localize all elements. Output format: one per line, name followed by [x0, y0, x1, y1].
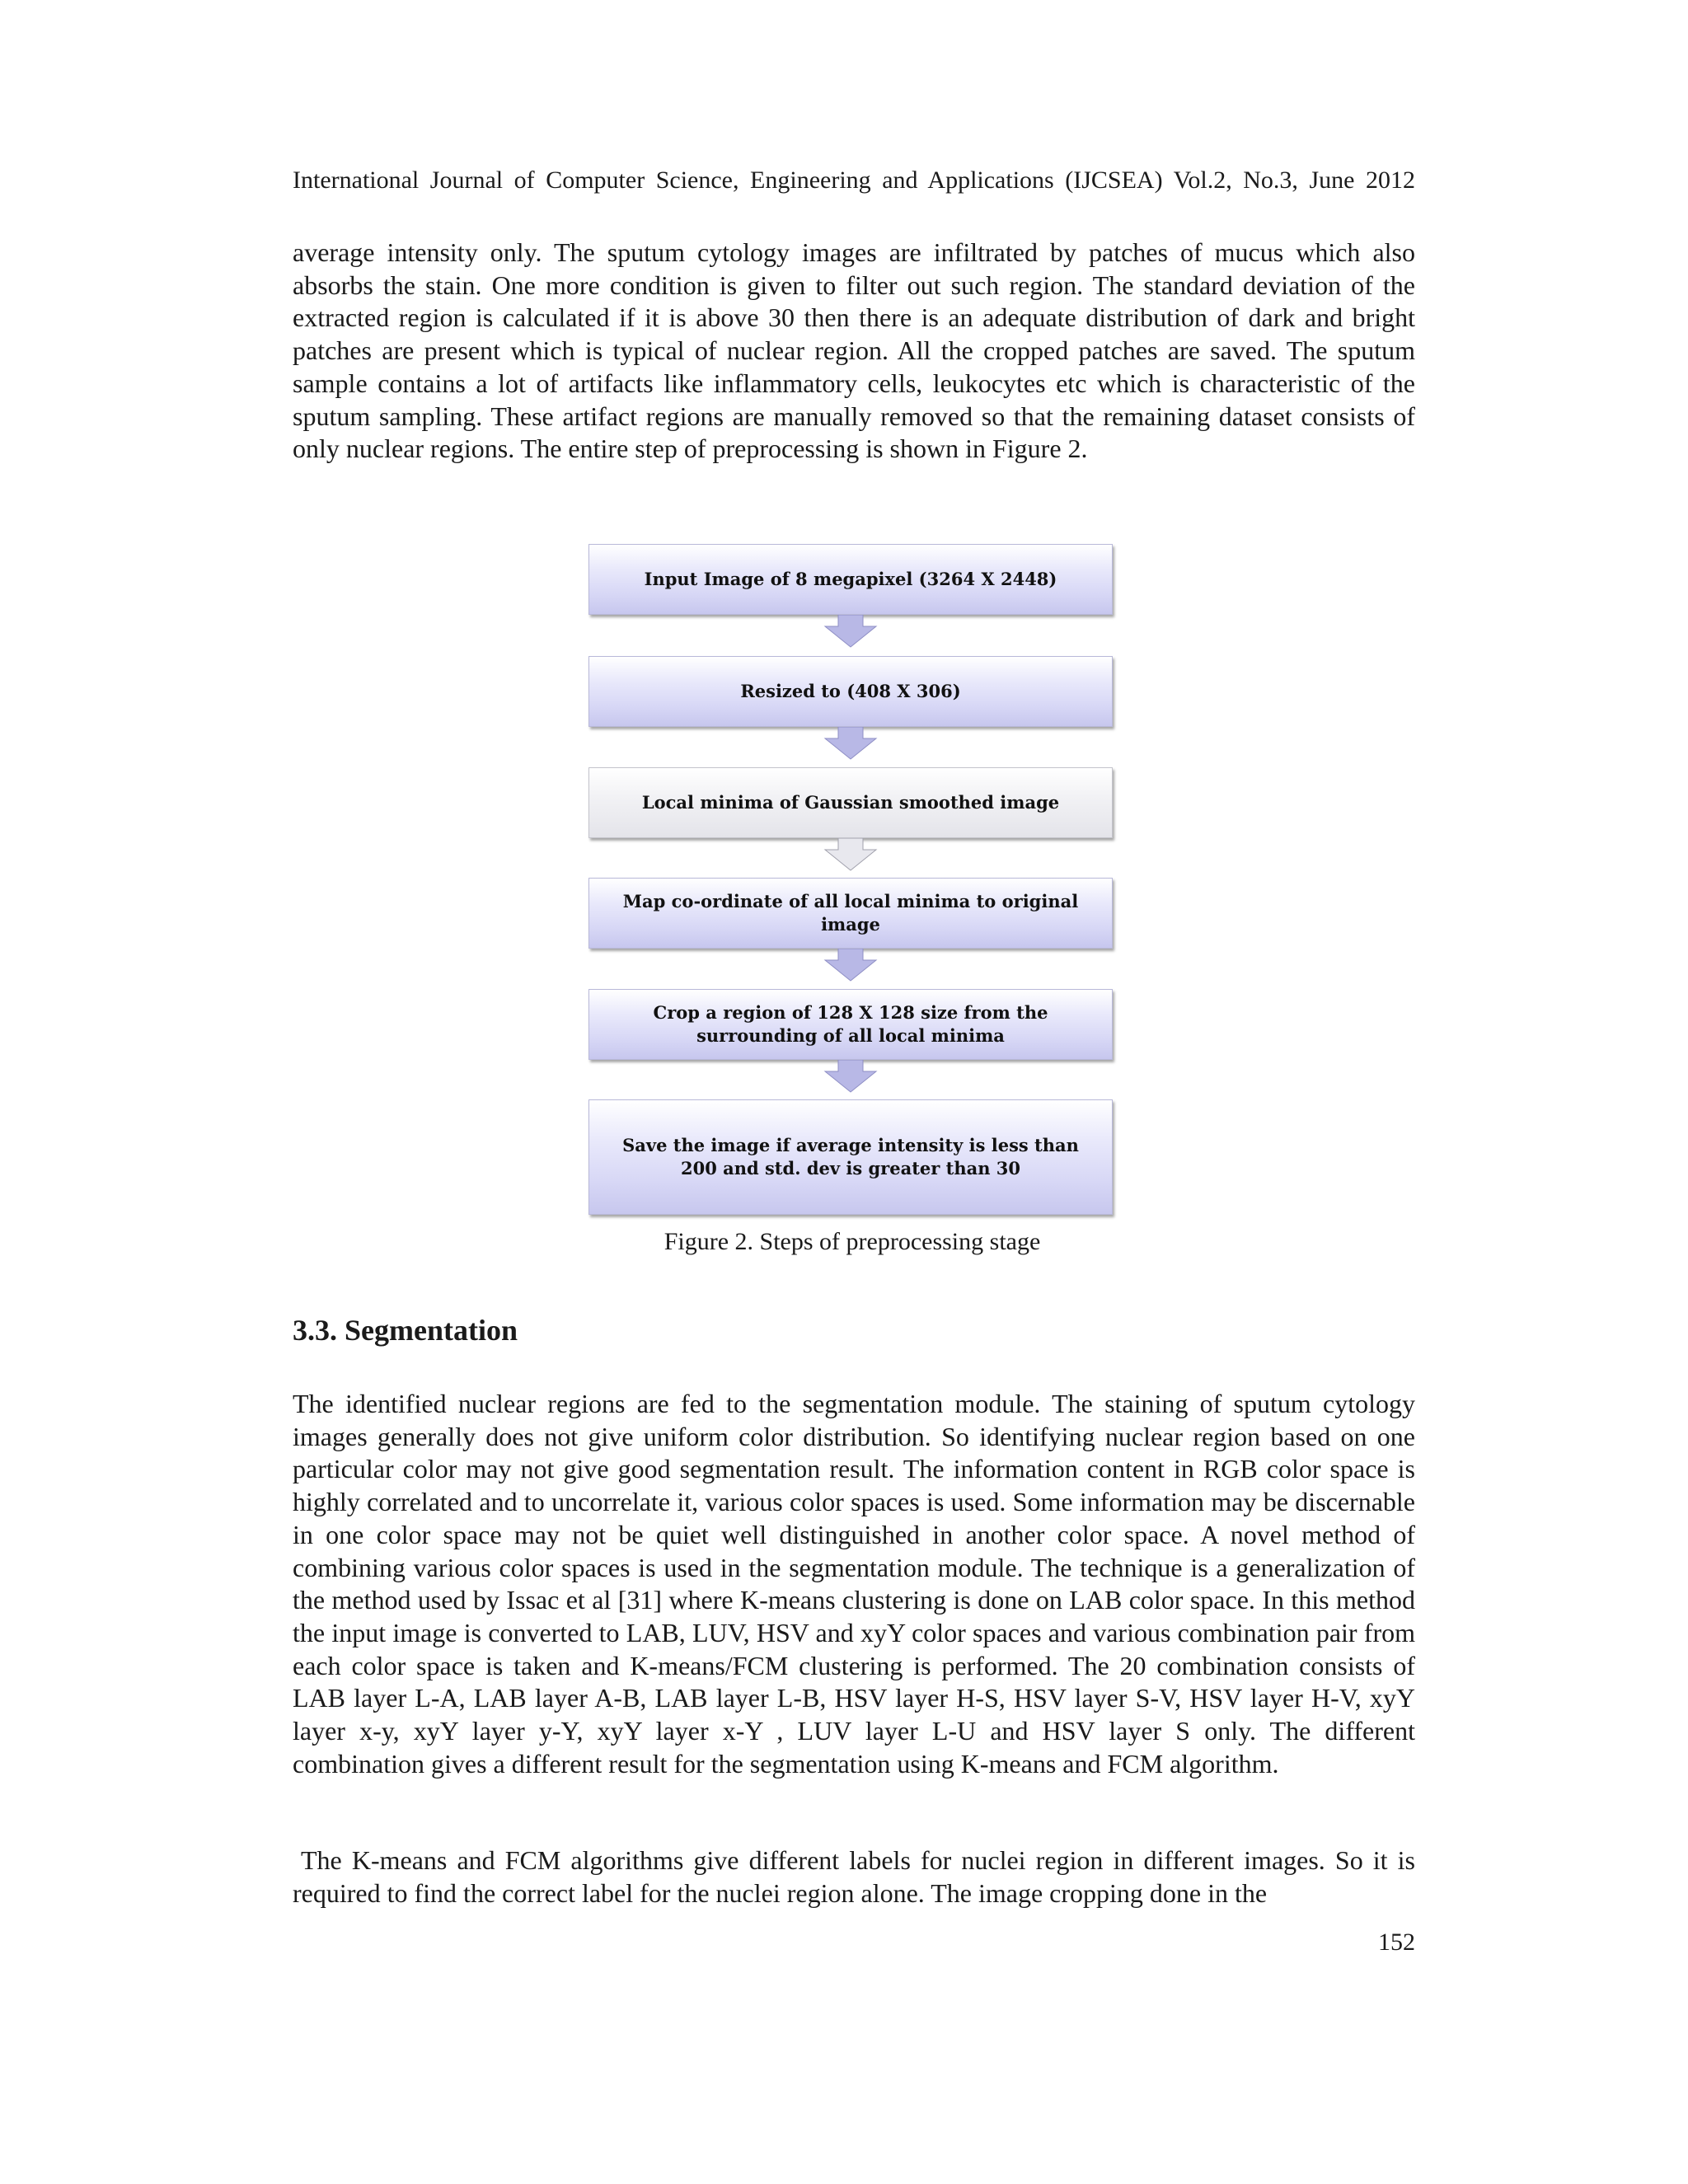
flowchart-step-map-coordinates: Map co-ordinate of all local minima to original image — [588, 878, 1113, 949]
down-arrow-icon — [823, 727, 878, 760]
down-arrow-icon — [823, 615, 878, 648]
flowchart-step-crop-region: Crop a region of 128 X 128 size from the surrounding of all local minima — [588, 989, 1113, 1060]
flowchart-step-save-image: Save the image if average intensity is less than 200 and std. dev is greater than 30 — [588, 1099, 1113, 1215]
down-arrow-icon — [823, 949, 878, 982]
flowchart-step-input: Input Image of 8 megapixel (3264 X 2448) — [588, 544, 1113, 615]
down-arrow-icon — [823, 838, 878, 871]
down-arrow-icon — [823, 1060, 878, 1093]
figure-caption: Figure 2. Steps of preprocessing stage — [663, 1228, 1041, 1255]
body-paragraph: The K-means and FCM algorithms give different labels for nuclei region in different images. So it is required to find the correct label for the nuclei region alone. The image cropping done in the — [293, 1845, 1415, 1908]
preprocessing-flowchart — [588, 544, 1116, 1220]
page-number: 152 — [1378, 1929, 1415, 1956]
body-paragraph: The identified nuclear regions are fed to the segmentation module. The staining of sputum cytology images generally does not give uniform color distribution. So identifying nuclear region based on one particular color may not give good segmentation result. The information content in RGB color space is highly correlated and to uncorrelate it, various color spaces is used. Some information may be discernable in one color space may not be quiet well distinguished in another color space. A novel method of combining various color spaces is used in the segmentation module. The technique is a generalization of the method used by Issac et al [31] where K-means clustering is done on LAB color space. In this method the input image is converted to LAB, LUV, HSV and xyY color spaces and various combination pair from each color space is taken and K-means/FCM clustering is performed. The 20 combination consists of LAB layer L-A, LAB layer A-B, LAB layer L-B, HSV layer H-S, HSV layer S-V, HSV layer H-V, xyY layer x-y, xyY layer y-Y, xyY layer x-Y , LUV layer L-U and HSV layer S only. The different combination gives a different result for the segmentation using K-means and FCM algorithm. — [293, 1389, 1415, 1779]
body-paragraph: average intensity only. The sputum cytology images are infiltrated by patches of mucus which also absorbs the stain. One more condition is given to filter out such region. The standard deviation of the extracted region is calculated if it is above 30 then there is an adequate distribution of dark and bright patches are present which is typical of nuclear region. All the cropped patches are saved. The sputum sample contains a lot of artifacts like inflammatory cells, leukocytes etc which is characteristic of the sputum sampling. These artifact regions are manually removed so that the remaining dataset consists of only nuclear regions. The entire step of preprocessing is shown in Figure 2. — [293, 237, 1415, 464]
flowchart-step-local-minima: Local minima of Gaussian smoothed image — [588, 767, 1113, 838]
flowchart-step-resize: Resized to (408 X 306) — [588, 656, 1113, 727]
section-heading: 3.3. Segmentation — [293, 1314, 518, 1347]
running-head: International Journal of Computer Science, Engineering and Applications (IJCSEA) Vol.2, No.3, June 2012 — [293, 166, 1415, 194]
